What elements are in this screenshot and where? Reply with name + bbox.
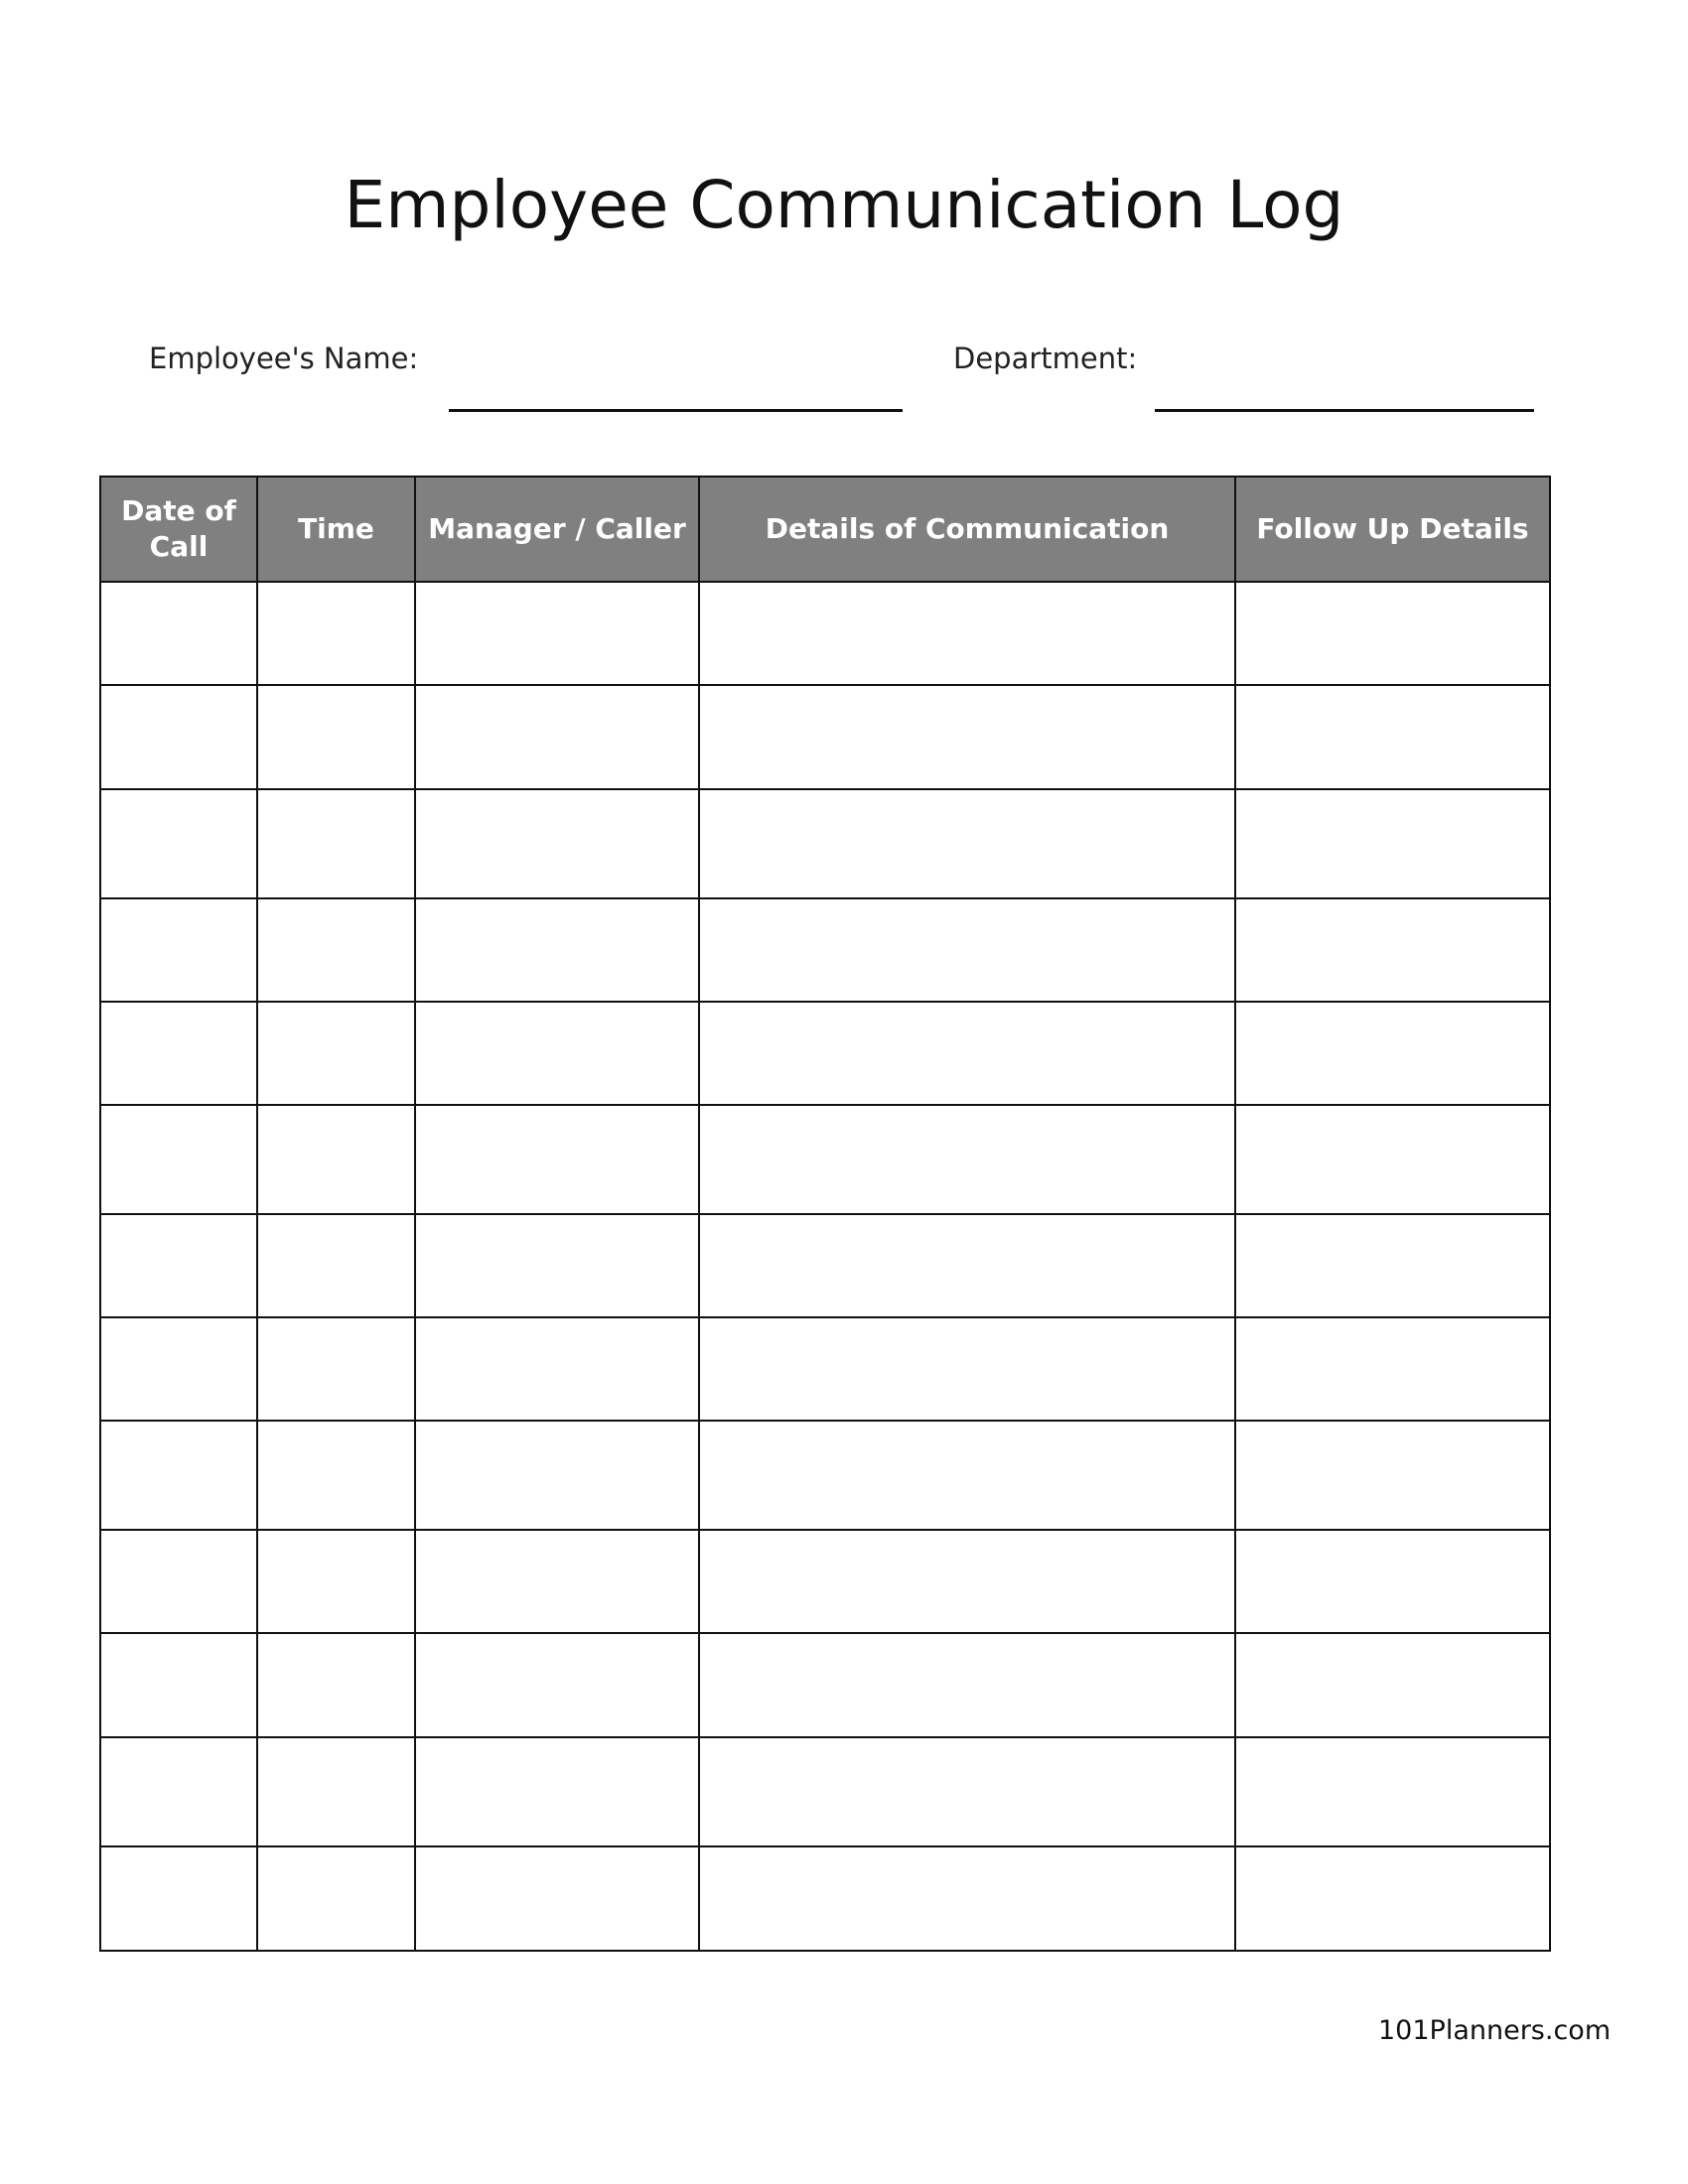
table-row [100, 685, 1550, 789]
table-cell[interactable] [415, 582, 699, 685]
table-cell[interactable] [257, 1421, 415, 1530]
table-row [100, 1530, 1550, 1633]
table-cell[interactable] [100, 1737, 257, 1846]
table-cell[interactable] [1235, 1737, 1550, 1846]
table-header-row [100, 477, 1550, 582]
brand-footer: 101Planners.com [1378, 2015, 1612, 2046]
table-row [100, 1846, 1550, 1951]
table-cell[interactable] [257, 1214, 415, 1317]
table-row [100, 1317, 1550, 1421]
column-header-manager-caller: Manager / Caller [415, 477, 699, 582]
table-row [100, 1105, 1550, 1214]
table-row [100, 582, 1550, 685]
table-cell[interactable] [100, 898, 257, 1002]
table-row [100, 1633, 1550, 1737]
column-header-date: Date of Call [100, 477, 257, 582]
table-cell[interactable] [100, 1846, 257, 1951]
table-cell[interactable] [257, 1317, 415, 1421]
table-cell[interactable] [699, 1737, 1235, 1846]
table-cell[interactable] [257, 898, 415, 1002]
employee-name-label: Employee's Name: [149, 341, 419, 375]
table-cell[interactable] [257, 1530, 415, 1633]
table-cell[interactable] [1235, 582, 1550, 685]
table-row [100, 789, 1550, 898]
communication-log-table [99, 476, 1551, 1952]
table-cell[interactable] [1235, 1846, 1550, 1951]
table-cell[interactable] [1235, 1002, 1550, 1105]
table-cell[interactable] [257, 789, 415, 898]
table-cell[interactable] [100, 582, 257, 685]
table-cell[interactable] [415, 789, 699, 898]
table-cell[interactable] [699, 582, 1235, 685]
column-header-follow-up: Follow Up Details [1235, 477, 1550, 582]
table-cell[interactable] [257, 1105, 415, 1214]
table-cell[interactable] [1235, 1633, 1550, 1737]
table-cell[interactable] [100, 1633, 257, 1737]
table-cell[interactable] [699, 1530, 1235, 1633]
table-cell[interactable] [257, 1633, 415, 1737]
table-cell[interactable] [1235, 789, 1550, 898]
table-cell[interactable] [415, 1846, 699, 1951]
table-cell[interactable] [100, 685, 257, 789]
table-cell[interactable] [1235, 1317, 1550, 1421]
table-cell[interactable] [100, 789, 257, 898]
table-cell[interactable] [100, 1002, 257, 1105]
table-cell[interactable] [415, 1214, 699, 1317]
table-cell[interactable] [100, 1105, 257, 1214]
table-cell[interactable] [100, 1421, 257, 1530]
table-cell[interactable] [257, 685, 415, 789]
table-cell[interactable] [699, 1633, 1235, 1737]
table-cell[interactable] [100, 1214, 257, 1317]
table-cell[interactable] [415, 1737, 699, 1846]
table-cell[interactable] [699, 1105, 1235, 1214]
table-cell[interactable] [415, 1530, 699, 1633]
table-cell[interactable] [699, 1214, 1235, 1317]
table-cell[interactable] [257, 582, 415, 685]
department-field[interactable] [1155, 409, 1534, 412]
table-cell[interactable] [415, 1633, 699, 1737]
table-cell[interactable] [100, 1317, 257, 1421]
table-cell[interactable] [257, 1002, 415, 1105]
table-cell[interactable] [1235, 1214, 1550, 1317]
table-cell[interactable] [699, 898, 1235, 1002]
table-row [100, 898, 1550, 1002]
table-cell[interactable] [699, 1421, 1235, 1530]
table-cell[interactable] [415, 685, 699, 789]
table-row [100, 1737, 1550, 1846]
table-cell[interactable] [415, 898, 699, 1002]
table-cell[interactable] [699, 1846, 1235, 1951]
table-cell[interactable] [415, 1105, 699, 1214]
table-cell[interactable] [1235, 685, 1550, 789]
table-cell[interactable] [257, 1846, 415, 1951]
table-row [100, 1002, 1550, 1105]
table-cell[interactable] [1235, 1105, 1550, 1214]
table-row [100, 1421, 1550, 1530]
table-cell[interactable] [699, 1002, 1235, 1105]
table-cell[interactable] [415, 1317, 699, 1421]
department-label: Department: [953, 341, 1138, 375]
table-cell[interactable] [257, 1737, 415, 1846]
table-cell[interactable] [415, 1002, 699, 1105]
table-cell[interactable] [1235, 1530, 1550, 1633]
table-row [100, 1214, 1550, 1317]
table-cell[interactable] [415, 1421, 699, 1530]
column-header-details: Details of Communication [699, 477, 1235, 582]
table-cell[interactable] [1235, 898, 1550, 1002]
table-cell[interactable] [699, 789, 1235, 898]
table-cell[interactable] [699, 685, 1235, 789]
table-cell[interactable] [1235, 1421, 1550, 1530]
table-cell[interactable] [699, 1317, 1235, 1421]
table-cell[interactable] [100, 1530, 257, 1633]
employee-name-field[interactable] [449, 409, 903, 412]
column-header-time: Time [257, 477, 415, 582]
page-title: Employee Communication Log [344, 167, 1344, 243]
